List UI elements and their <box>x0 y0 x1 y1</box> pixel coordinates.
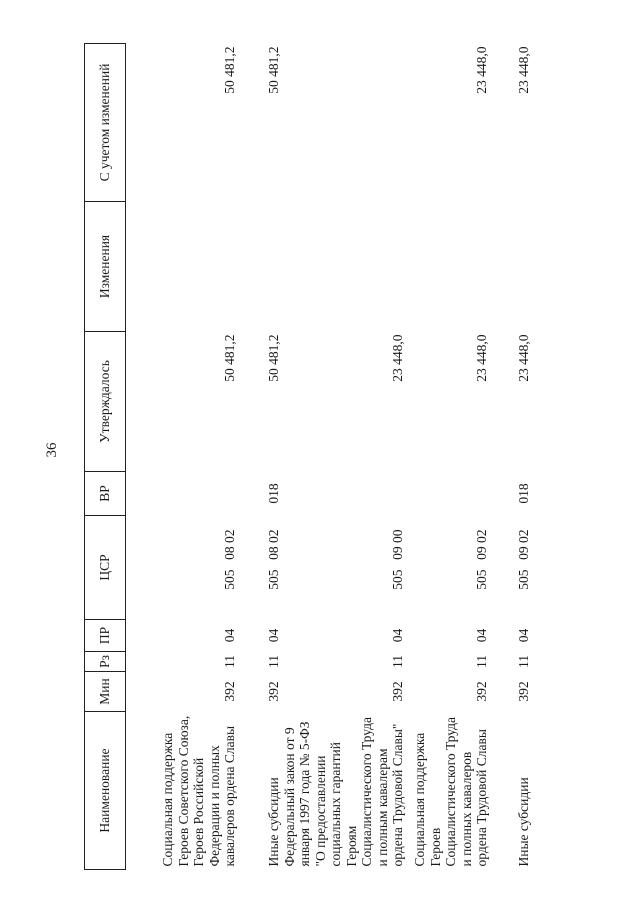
row-vr <box>282 472 406 516</box>
row-changes <box>406 202 490 332</box>
row-with-changes <box>282 44 406 202</box>
row-changes <box>490 202 532 332</box>
page-number: 36 <box>44 442 60 458</box>
row-csr: 50508 02 <box>222 529 237 590</box>
column-header-csr: ЦСР <box>85 516 126 620</box>
row-min: 392 <box>222 681 237 702</box>
row-vr <box>160 472 238 516</box>
row-vr <box>406 472 490 516</box>
row-with-changes: 23 448,0 <box>474 46 489 94</box>
row-min: 392 <box>474 681 489 702</box>
table-row <box>490 44 532 870</box>
row-min: 392 <box>266 681 281 702</box>
row-changes <box>238 202 282 332</box>
row-pr: 04 <box>516 628 531 643</box>
row-vr: 018 <box>266 483 281 504</box>
row-min: 392 <box>516 681 531 702</box>
row-csr: 50508 02 <box>266 529 281 590</box>
row-name: Иные субсидии <box>516 777 531 867</box>
row-name: Социальная поддержка Героев Социалистического Труда и полных кавалеров ордена Трудовой Славы <box>412 716 489 867</box>
row-csr: 50509 02 <box>474 529 489 590</box>
row-pr: 04 <box>266 628 281 643</box>
budget-table <box>84 43 532 870</box>
row-name: Социальная поддержка Героев Советского Союза, Героев Российской Федерации и полных кавалеров ордена Славы <box>160 715 237 867</box>
column-header-name: Наименование <box>85 712 126 870</box>
table-row <box>160 44 238 870</box>
column-header-rz: Рз <box>85 652 126 672</box>
row-rz: 11 <box>390 655 405 668</box>
row-approved: 50 481,2 <box>222 334 237 382</box>
row-changes <box>282 202 406 332</box>
row-vr: 018 <box>516 483 531 504</box>
row-pr: 04 <box>390 628 405 643</box>
table-row <box>406 44 490 870</box>
column-header-with-changes: С учетом изменений <box>85 44 126 202</box>
row-csr: 50509 02 <box>516 529 531 590</box>
row-with-changes: 50 481,2 <box>266 46 281 94</box>
column-header-pr: ПР <box>85 620 126 652</box>
row-name: Федеральный закон от 9 января 1997 года № 5-ФЗ "О предоставлении социальных гарантий Героям Социалистического Труда и полным кавалерам ордена Трудовой Славы" <box>281 716 405 867</box>
row-min: 392 <box>390 681 405 702</box>
column-header-vr: ВР <box>85 472 126 516</box>
row-name: Иные субсидии <box>266 777 281 867</box>
row-approved: 23 448,0 <box>390 334 405 382</box>
table-header-row <box>85 44 126 870</box>
column-header-approved: Утверждалось <box>85 332 126 472</box>
row-with-changes: 50 481,2 <box>222 46 237 94</box>
row-approved: 50 481,2 <box>266 334 281 382</box>
column-header-min: Мин <box>85 672 126 712</box>
row-rz: 11 <box>474 655 489 668</box>
row-rz: 11 <box>222 655 237 668</box>
budget-table-sheet <box>84 30 544 870</box>
table-row <box>282 44 406 870</box>
row-with-changes: 23 448,0 <box>516 46 531 94</box>
table-row <box>238 44 282 870</box>
row-csr: 50509 00 <box>390 529 405 590</box>
row-changes <box>160 202 238 332</box>
row-pr: 04 <box>222 628 237 643</box>
row-rz: 11 <box>516 655 531 668</box>
row-approved: 23 448,0 <box>474 334 489 382</box>
row-approved: 23 448,0 <box>516 334 531 382</box>
spacer-row <box>126 44 161 870</box>
row-rz: 11 <box>266 655 281 668</box>
column-header-changes: Изменения <box>85 202 126 332</box>
row-pr: 04 <box>474 628 489 643</box>
